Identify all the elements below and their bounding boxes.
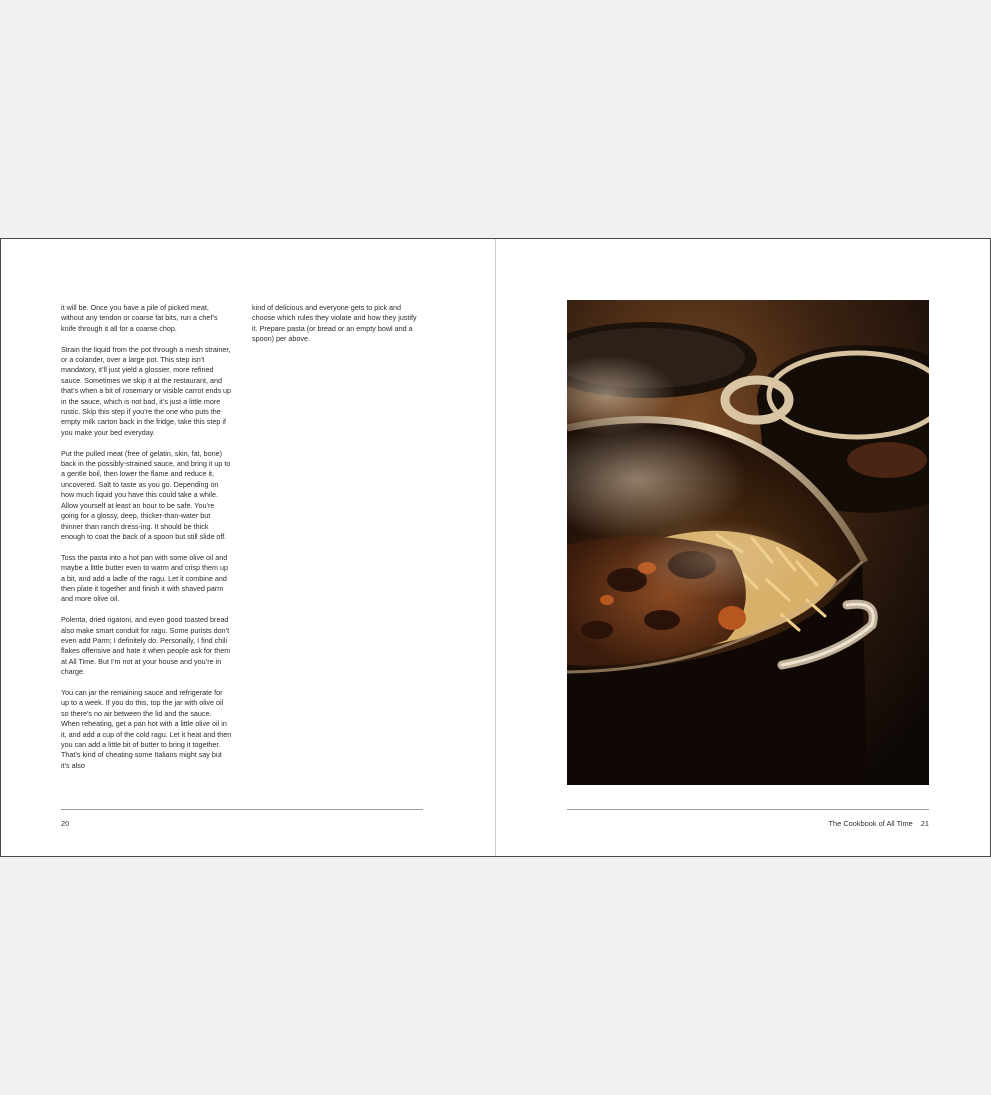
food-photo xyxy=(567,300,929,785)
page-number-left: 20 xyxy=(61,819,70,828)
left-page xyxy=(1,239,496,856)
running-title: The Cookbook of All Time xyxy=(828,819,913,828)
paragraph: Strain the liquid from the pot through a mesh strainer, or a colander, over a large pot. This step isn’t mandatory, it’ll just yield a glossier, more refined sauce. Sometimes we skip it at the restaurant, and that’s when a bit of rosemary or visible carrot ends up in the sauce, which is not bad, it’s just a little more rustic. Skip this step if you’re the one who puts the empty milk carton back in the fridge, take this step if you make your bed everyday. xyxy=(61,344,232,437)
footer-rule xyxy=(567,809,929,810)
paragraph: Toss the pasta into a hot pan with some olive oil and maybe a little butter even to warm and crisp them up a bit, and add a ladle of the ragu. Let it combine and then plate it together and finish it with shaved parm and more olive oil. xyxy=(61,552,228,604)
right-page xyxy=(496,239,990,856)
book-spread xyxy=(0,238,991,857)
footer-rule xyxy=(61,809,423,810)
text-column-1 xyxy=(61,303,232,782)
paragraph: Polenta, dried rigatoni, and even good toasted bread also make smart conduit for ragu. Some purists don’t even add Parm; I definitely do. Personally, I find chili flakes offensive and hate it when people ask for them at All Time. But I’m not at your house and you’re in charge. xyxy=(61,615,231,677)
page-number-right: 21 xyxy=(920,819,929,828)
text-column-2 xyxy=(252,303,423,355)
paragraph: You can jar the remaining sauce and refrigerate for up to a week. If you do this, top the jar with olive oil so there’s no air between the lid and the sauce. When reheating, get a pan hot with a little olive oil in it, and add a cup of the cold ragu. Let it heat and then you can add a little bit of butter to bring it together. That’s kind of cheating some Italians might say but it’s also xyxy=(61,687,232,770)
paragraph: Put the pulled meat (free of gelatin, skin, fat, bone) back in the possibly-strained sauce, and bring it up to a gentle boil, then lower the flame and reduce it, uncovered. Salt to taste as you go. Depending on how much liquid you have this could take a while. Allow yourself at least an hour to be safe. You’re going for a glossy, deep, thicker-than-water but thinner than ranch dress-ing. It should be thick enough to coat the back of a spoon but still slide off. xyxy=(61,448,231,541)
paragraph: it will be. Once you have a pile of picked meat, without any tendon or coarse fat bits, run a chef’s knife through it all for a coarse chop. xyxy=(61,303,218,333)
page-footer-right xyxy=(829,819,929,828)
paragraph: kind of delicious and everyone gets to pick and choose which rules they violate and how they justify it. Prepare pasta (or bread or an empty bowl and a spoon) per above. xyxy=(252,303,417,344)
